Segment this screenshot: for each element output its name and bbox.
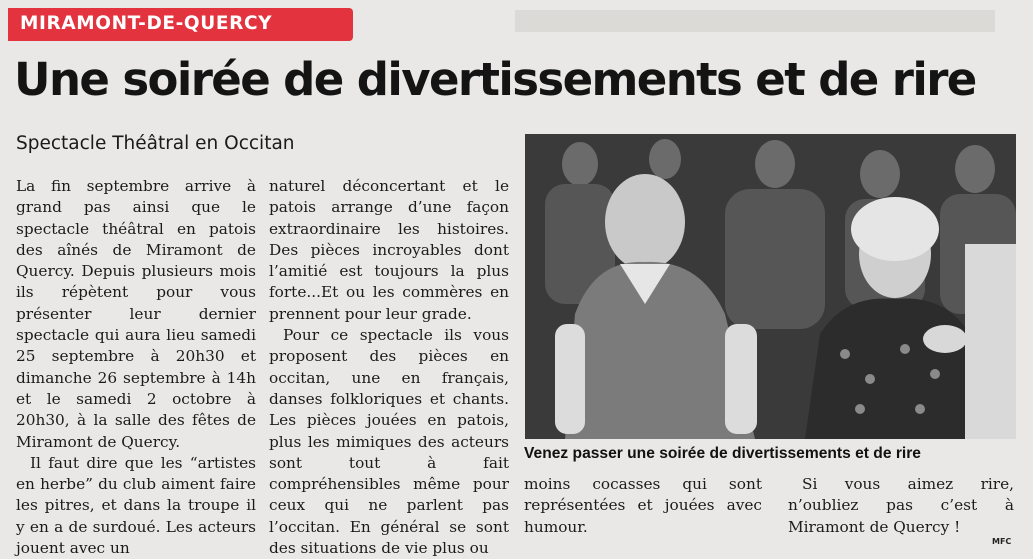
author-credit: MFC	[992, 537, 1012, 546]
photo-illustration	[525, 134, 1016, 439]
article-column-3	[524, 474, 762, 538]
paragraph: Pour ce spectacle ils vous proposent des pièces en occitan, une en français, danses folkloriques et chants. Les pièces jouées en patois, plus les mimiques des acteurs sont tout à fait compréhensibles même pour ceux qui ne parlent pas l’occitan. En général se sont des situations de vie plus ou	[269, 326, 509, 558]
paragraph: moins cocasses qui sont représentées et jouées avec humour.	[524, 475, 762, 536]
bleed-through-band	[515, 10, 995, 32]
subtitle: Spectacle Théâtral en Occitan	[16, 133, 295, 154]
paragraph: Il faut dire que les “artistes en herbe” du club aiment faire les pitres, et dans la troupe il y en a de surdoué. Les acteurs jouent avec un	[16, 453, 256, 558]
paragraph: Si vous aimez rire, n’oubliez pas c’est à Miramont de Quercy !	[788, 475, 1014, 536]
section-banner	[8, 8, 353, 41]
photo-caption: Venez passer une soirée de divertissements et de rire	[524, 445, 921, 462]
article-column-4	[788, 474, 1014, 538]
article-column-2	[269, 176, 509, 559]
paragraph: La fin septembre arrive à grand pas ainsi que le spectacle théâtral en patois des aînés de Miramont de Quercy. Depuis plusieurs mois ils répètent pour vous présenter leur dernier spectacle qui aura lieu samedi 25 septembre à 20h30 et dimanche 26 septembre à 14h et le samedi 2 octobre à 20h30, à la salle des fêtes de Miramont de Quercy.	[16, 177, 256, 451]
headline: Une soirée de divertissements et de rire	[14, 53, 976, 106]
paragraph: naturel déconcertant et le patois arrange d’une façon extraordinaire les histoires. Des pièces incroyables dont l’amitié est toujours la plus forte...Et ou les commères en prennent pour leur grade.	[269, 177, 509, 323]
article-column-1	[16, 176, 256, 559]
audience-photo	[525, 134, 1016, 439]
section-label: MIRAMONT-DE-QUERCY	[20, 13, 273, 34]
